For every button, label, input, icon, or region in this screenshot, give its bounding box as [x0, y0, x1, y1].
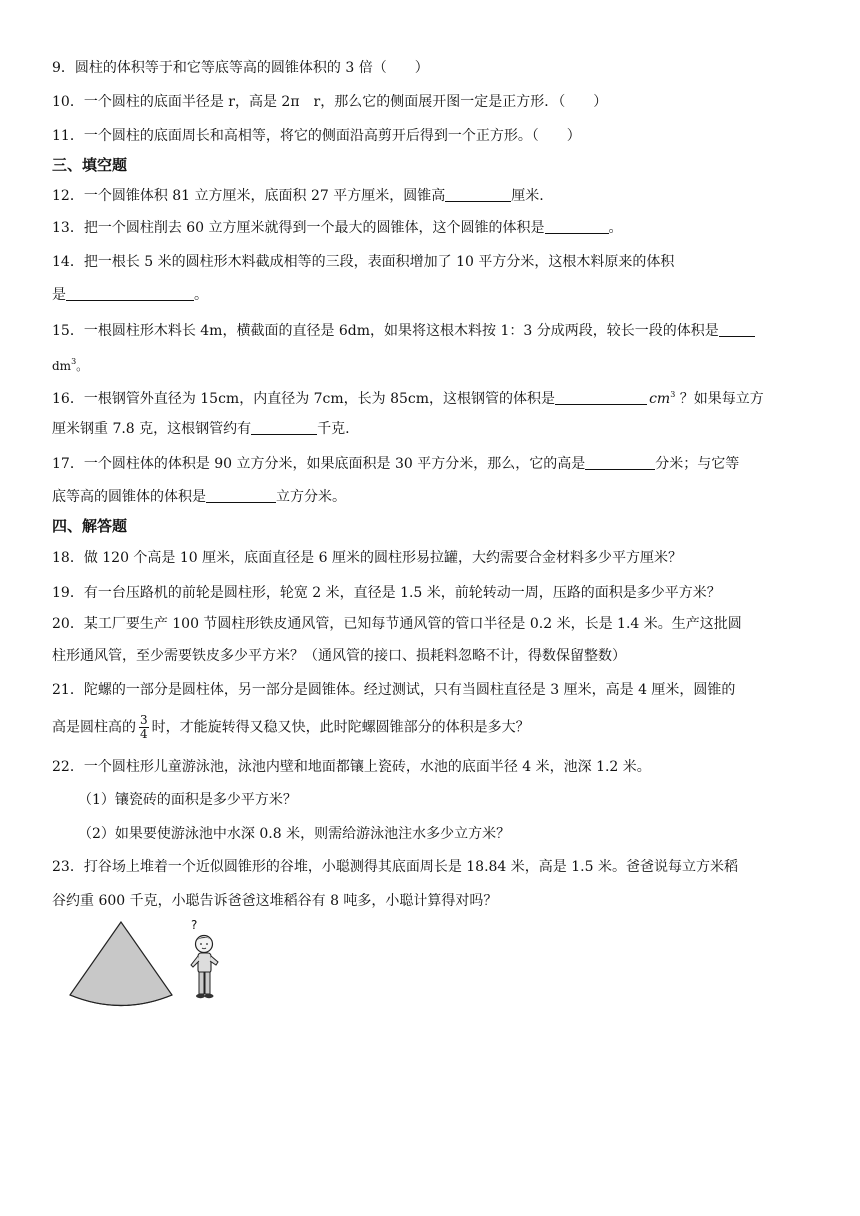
question-13 [52, 218, 623, 238]
answer-blank[interactable] [66, 286, 194, 301]
cone-body [70, 922, 172, 1006]
question-17-line1 [52, 454, 739, 474]
answer-blank[interactable] [585, 455, 655, 470]
question-15-exponent: 3 [71, 357, 77, 366]
question-14-line1: 14．把一根长 5 米的圆柱形木料截成相等的三段，表面积增加了 10 平方分米，这根木料原来的体积 [52, 254, 675, 270]
section-fill-in-heading: 三、填空题 [52, 156, 128, 174]
question-22: 22．一个圆柱形儿童游泳池，泳池内壁和地面都镶上瓷砖，水池的底面半径 4 米，池深 1.2 米。 [52, 759, 651, 775]
section-solve-heading: 四、解答题 [52, 517, 128, 535]
question-16-line2-unit: 千克. [317, 421, 350, 437]
question-11: 11．一个圆柱的底面周长和高相等，将它的侧面沿高剪开后得到一个正方形。（ ） [52, 128, 581, 144]
question-17-text-end: 分米；与它等 [655, 456, 740, 472]
question-20-line1: 20．某工厂要生产 100 节圆柱形铁皮通风管，已知每节通风管的管口半径是 0.2 米，长是 1.4 米。生产这批圆 [52, 616, 742, 632]
question-15-line1 [52, 321, 755, 341]
question-12-text: 12．一个圆锥体积 81 立方厘米，底面积 27 平方厘米，圆锥高 [52, 188, 446, 204]
question-15-end: 。 [76, 359, 89, 373]
question-15-line2 [52, 352, 88, 376]
fraction-numerator: 3 [140, 713, 148, 727]
answer-blank[interactable] [719, 322, 755, 337]
question-mark-label: ? [191, 918, 198, 932]
cone-figure [66, 920, 176, 1010]
question-12 [52, 186, 544, 206]
question-14-text: 是 [52, 287, 66, 303]
question-14-line2 [52, 285, 208, 305]
question-14-end: 。 [194, 287, 208, 303]
question-10: 10．一个圆柱的底面半径是 r，高是 2π r，那么它的侧面展开图一定是正方形．（ ） [52, 94, 608, 110]
question-16-unit: cm [649, 391, 671, 407]
question-17-line2-unit: 立方分米。 [276, 489, 346, 505]
boy-figure-icon [186, 932, 226, 1002]
question-9: 9．圆柱的体积等于和它等底等高的圆锥体积的 3 倍（ ） [52, 60, 429, 76]
question-16-exponent: 3 [670, 390, 676, 399]
fraction [139, 714, 149, 741]
question-20-line2: 柱形通风管，至少需要铁皮多少平方米？（通风管的接口、损耗料忽略不计，得数保留整数） [52, 648, 626, 664]
question-16-text: 16．一根钢管外直径为 15cm，内直径为 7cm，长为 85cm，这根钢管的体积是 [52, 391, 556, 407]
question-21-line1: 21．陀螺的一部分是圆柱体，另一部分是圆锥体。经过测试，只有当圆柱直径是 3 厘米，高是 4 厘米，圆锥的 [52, 682, 736, 698]
question-23-line2: 谷约重 600 千克，小聪告诉爸爸这堆稻谷有 8 吨多，小聪计算得对吗？ [52, 893, 498, 909]
question-12-unit: 厘米. [511, 188, 544, 204]
answer-blank[interactable] [251, 420, 317, 435]
question-22-part1: （1）镶瓷砖的面积是多少平方米？ [78, 792, 297, 808]
question-15-unit: dm [52, 359, 72, 373]
question-21-line2 [52, 714, 530, 741]
question-17-text: 17．一个圆柱体的体积是 90 立方分米，如果底面积是 30 平方分米，那么，它的高是 [52, 456, 586, 472]
question-22-part2: （2）如果要使游泳池中水深 0.8 米，则需给游泳池注水多少立方米？ [78, 826, 511, 842]
question-16-line1 [52, 385, 764, 409]
question-19: 19．有一台压路机的前轮是圆柱形，轮宽 2 米，直径是 1.5 米，前轮转动一周，压路的面积是多少平方米？ [52, 585, 721, 601]
question-17-line2-text: 底等高的圆锥体的体积是 [52, 489, 206, 505]
answer-blank[interactable] [445, 187, 511, 202]
question-18: 18．做 120 个高是 10 厘米，底面直径是 6 厘米的圆柱形易拉罐，大约需要合金材料多少平方厘米？ [52, 550, 682, 566]
question-13-end: 。 [608, 220, 623, 236]
fraction-denominator: 4 [140, 727, 148, 741]
question-16-text-end: ？如果每立方 [675, 391, 764, 407]
question-16-line2-text: 厘米钢重 7.8 克，这根钢管约有 [52, 421, 252, 437]
question-15-text: 15．一根圆柱形木料长 4m，横截面的直径是 6dm，如果将这根木料按 1：3 分成两段，较长一段的体积是 [52, 323, 719, 339]
question-21-text: 高是圆柱高的 [52, 719, 136, 736]
question-17-line2 [52, 487, 346, 507]
answer-blank[interactable] [545, 219, 609, 234]
question-16-line2 [52, 419, 350, 439]
question-23-line1: 23．打谷场上堆着一个近似圆锥形的谷堆，小聪测得其底面周长是 18.84 米，高是 1.5 米。爸爸说每立方米稻 [52, 859, 738, 875]
answer-blank[interactable] [555, 390, 647, 405]
question-21-text-end: 时，才能旋转得又稳又快，此时陀螺圆锥部分的体积是多大？ [151, 719, 530, 736]
answer-blank[interactable] [206, 488, 276, 503]
question-13-text: 13．把一个圆柱削去 60 立方厘米就得到一个最大的圆锥体，这个圆锥的体积是 [52, 220, 545, 236]
